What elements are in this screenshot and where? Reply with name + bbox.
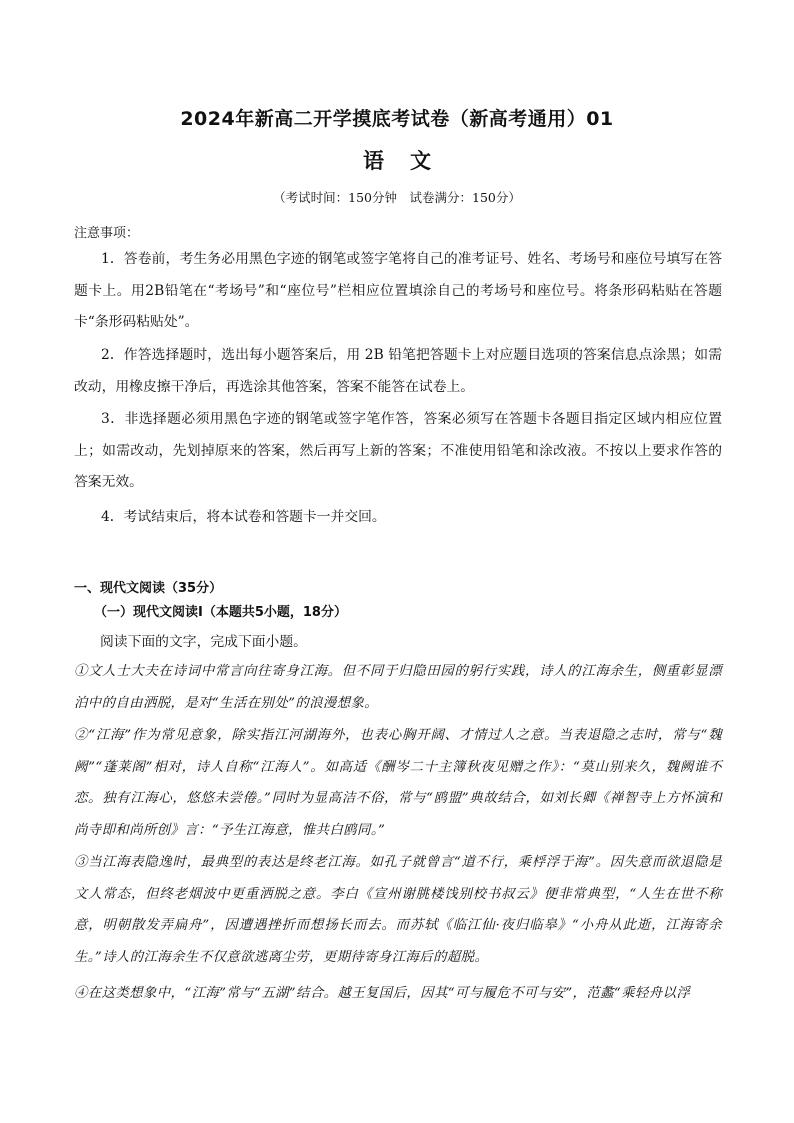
reading-paragraph-2: ②“江海”作为常见意象，除实指江河湖海外，也表心胸开阔、才情过人之意。当表退隐之志时，常与“魏阙”“蓬莱阁”相对，诗人自称“江海人”。如高适《酬岑二十主簿秋夜见赠之作》：“莫山别来久，魏阙谁不恋。独有江海心，悠悠未尝倦。”同时为显高洁不俗，常与“鸥盟”典故结合，如刘长卿《禅智寺上方怀演和尚寺即和尚所创》言：“予生江海意，惟共白鸥同。”	[74, 728, 722, 838]
section-heading: 一、现代文阅读（35分）	[74, 581, 223, 596]
subject-title	[0, 145, 794, 175]
exam-title: 2024年新高二开学摸底考试卷（新高考通用）01	[180, 108, 614, 130]
subject-char-2: 文	[410, 149, 431, 173]
reading-instruction: 阅读下面的文字，完成下面小题。	[100, 634, 307, 650]
reading-paragraph-1: ①文人士大夫在诗词中常言向往寄身江海。但不同于归隐田园的躬行实践，诗人的江海余生，侧重彰显漂泊中的自由洒脱，是对“生活在别处”的浪漫想象。	[74, 664, 722, 711]
subject-char-1: 语	[363, 149, 384, 173]
notice-item-3: 3．非选择题必须用黑色字迹的钢笔或签字笔作答，答案必须写在答题卡各题目指定区域内相应位置上；如需改动，先划掉原来的答案，然后再写上新的答案；不准使用铅笔和涂改液。不按以上要求作答的答案无效。	[74, 411, 722, 490]
exam-time-info: （考试时间：150分钟 试卷满分：150分）	[273, 190, 521, 205]
notice-item-1: 1．答卷前，考生务必用黑色字迹的钢笔或签字笔将自己的准考证号、姓名、考场号和座位号填写在答题卡上。用2B铅笔在“考场号”和“座位号”栏相应位置填涂自己的考场号和座位号。将条形码粘贴在答题卡“条形码粘贴处”。	[74, 251, 722, 330]
notice-label: 注意事项：	[74, 226, 140, 241]
sub-section-heading: （一）现代文阅读Ⅰ（本题共5小题，18分）	[94, 605, 347, 620]
notice-item-4: 4．考试结束后，将本试卷和答题卡一并交回。	[101, 509, 386, 525]
reading-paragraph-4: ④在这类想象中，“江海”常与“五湖”结合。越王复国后，因其“可与履危不可与安”，范蠡“乘轻舟以浮	[74, 986, 691, 1001]
reading-paragraph-3: ③当江海表隐逸时，最典型的表达是终老江海。如孔子就曾言“道不行，乘桴浮于海”。因失意而欲退隐是文人常态，但终老烟波中更重洒脱之意。李白《宣州谢朓楼饯别校书叔云》便非常典型，“人生在世不称意，明朝散发弄扁舟”，因遭遇挫折而想扬长而去。而苏轼《临江仙·夜归临皋》“小舟从此逝，江海寄余生。”诗人的江海余生不仅意欲逃离尘劳，更期待寄身江海后的超脱。	[74, 855, 722, 965]
notice-item-2: 2．作答选择题时，选出每小题答案后，用 2B 铅笔把答题卡上对应题目选项的答案信息点涂黑；如需改动，用橡皮擦干净后，再选涂其他答案，答案不能答在试卷上。	[74, 347, 722, 395]
